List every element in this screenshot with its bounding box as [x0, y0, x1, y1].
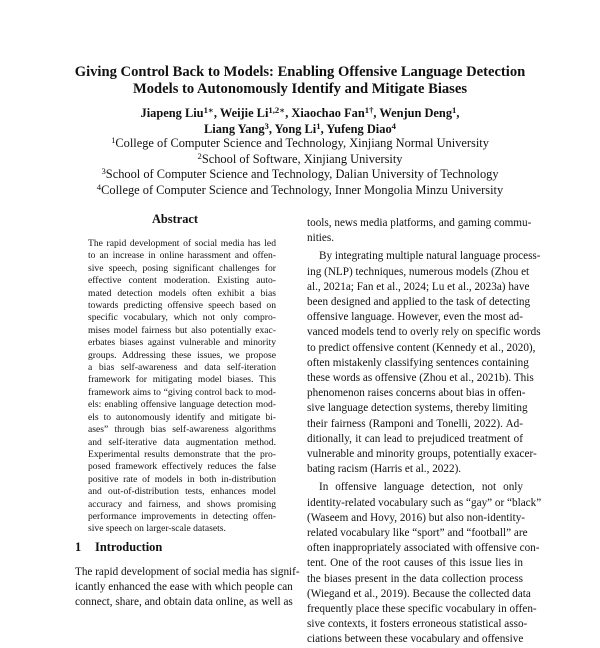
- paragraph: [307, 249, 541, 477]
- text-line: sive contexts, it fosters erroneous statistical asso-: [307, 618, 528, 631]
- abstract-line: sive speech, posing significant challenges for: [88, 262, 276, 274]
- abstract-line: ases” through bias self-awareness algorithms: [88, 424, 276, 436]
- abstract-line: erbates biases against vulnerable and minority: [88, 337, 276, 349]
- affiliation-text: College of Computer Science and Technology, Xinjiang Normal University: [115, 136, 489, 150]
- abstract-body: [88, 238, 276, 536]
- text-line: tent. One of the root causes of this issue lies in: [307, 557, 523, 570]
- abstract-line: to an increase in online harassment and offen-: [88, 250, 276, 262]
- abstract-line: els to autonomously identify and mitigate bi-: [88, 411, 276, 423]
- text-line: tools, news media platforms, and gaming commu-: [307, 217, 532, 229]
- text-line: often mistakenly classifying sentences containing: [307, 356, 529, 369]
- abstract-line: framework for mitigating model biases. This: [88, 374, 276, 386]
- text-line: offensive language. However, even the most ad-: [307, 311, 523, 324]
- abstract-line: a bias self-awareness and data self-iteration: [88, 362, 276, 374]
- text-line: (Wiegand et al., 2019). Because the collected data: [307, 587, 531, 600]
- text-line: sive language detection systems, thereby limiting: [307, 402, 528, 415]
- affiliation-line: [40, 136, 560, 152]
- affiliation-sup: 4: [96, 181, 102, 192]
- text-line: bating racism (Harris et al., 2022).: [307, 463, 462, 476]
- paragraph: [307, 480, 542, 647]
- abstract-line: posed framework effectively reduces the false: [88, 461, 276, 473]
- author-line-2: Liang Yang$^3$, Yong Li$^1$, Yufeng Diao$^4$: [204, 121, 396, 136]
- text-line: identity-related vocabulary such as “gay” or “black”: [307, 496, 542, 509]
- paper-title: [40, 64, 560, 98]
- affiliation-line: [40, 183, 560, 199]
- text-line: the biases present in the data collection process: [307, 572, 523, 585]
- section-title: Introduction: [95, 540, 163, 554]
- author-line-1: Jiapeng Liu$^{1∗}$, Weijie $Li^{1,2∗}$, Xiaochao Fan$^{1\dagger}$, Wenjun Deng$^1$,: [140, 105, 460, 120]
- text-line: to predict offensive content (Kennedy et al., 2020),: [307, 341, 536, 354]
- text-line: their fairness (Ramponi and Tonelli, 2022). Ad-: [307, 417, 523, 430]
- author-name: Weijie Li: [219, 106, 269, 120]
- affiliation-line: [40, 152, 560, 168]
- text-line: icantly enhanced the ease with which people can: [75, 581, 293, 594]
- text-line: nities.: [307, 232, 335, 245]
- author-sup: 4: [391, 121, 396, 132]
- section-number: 1: [75, 540, 82, 554]
- abstract-line: els: enabling offensive language detection mod-: [88, 399, 276, 411]
- author-name: Liang Yang: [204, 122, 265, 136]
- abstract-line: sive speech on larger-scale datasets.: [88, 523, 226, 535]
- author-sup: 1: [316, 121, 321, 132]
- abstract-line: The rapid development of social media has led: [88, 238, 276, 249]
- text-line: related vocabulary like “sport” and “football” are: [307, 527, 528, 540]
- author-name: Yong Li: [274, 122, 317, 136]
- text-line: vulnerable and minority groups, potentially exacer-: [307, 448, 537, 461]
- right-column-body: [307, 216, 542, 648]
- text-line: phenomenon raises concerns about bias in offen-: [307, 387, 526, 400]
- affiliation-sup: 2: [197, 150, 202, 161]
- abstract-line: Experimental results demonstrate that the pro-: [88, 448, 276, 460]
- author-list: [40, 105, 560, 137]
- paper-title-line-1: Giving Control Back to Models: Enabling Offensive Language Detection: [74, 64, 526, 80]
- affiliation-sup: 3: [101, 166, 106, 177]
- text-line: By integrating multiple natural language process-: [319, 250, 541, 263]
- author-sup: 3: [264, 121, 269, 132]
- abstract-line: performance improvements in detecting offen-: [88, 510, 276, 522]
- text-line: (Waseem and Hovy, 2016) but also non-identity-: [307, 511, 526, 524]
- affiliation-sup: 1: [111, 135, 116, 146]
- text-line: ing (NLP) techniques, numerous models (Zhou et: [307, 265, 530, 278]
- abstract-line: specific vocabulary, which not only compro-: [88, 312, 276, 324]
- text-line: these words as offensive (Zhou et al., 2021b). This: [307, 372, 534, 385]
- abstract-line: accuracy and fairness, and shows promising: [88, 498, 276, 510]
- text-line: connect, share, and obtain data online, as well as: [75, 596, 293, 609]
- paper-title-line-2: Models to Autonomously Identify and Mitigate Biases: [132, 81, 468, 97]
- paragraph: [307, 216, 532, 246]
- affiliation-line: [40, 167, 560, 183]
- author-name: Yufeng Diao: [326, 122, 392, 136]
- text-line: ditionally, it can lead to prejudiced treatment of: [307, 432, 523, 445]
- text-line: been designed and applied to the task of detecting: [307, 296, 531, 309]
- author-sup: 1,2∗: [268, 105, 286, 116]
- abstract-line: towards predicting offensive speech based on: [88, 300, 276, 312]
- affiliation-text: College of Computer Science and Technology, Inner Mongolia Minzu University: [101, 182, 504, 197]
- text-line: frequently place these specific vocabulary in offen-: [307, 603, 537, 616]
- introduction-body: [75, 565, 300, 611]
- abstract-line: and out-of-distribution tests, enhances model: [88, 486, 276, 498]
- abstract-line: mated detection models often exhibit a bias: [88, 287, 276, 299]
- author-sup: 1∗: [203, 105, 214, 116]
- abstract-line: mises model fairness but also potentially exac-: [88, 324, 276, 336]
- text-line: The rapid development of social media has signif-: [75, 566, 300, 578]
- abstract-line: effective content moderation. Existing auto-: [88, 275, 276, 287]
- author-sup: 1: [452, 105, 457, 116]
- author-name: Wenjun Deng: [379, 106, 453, 120]
- text-line: ciations between these vocabulary and offensive: [307, 633, 524, 646]
- author-name: Xiaochao Fan: [291, 106, 365, 120]
- affiliation-text: School of Software, Xinjiang University: [201, 151, 403, 166]
- abstract-line: and self-iterative data augmentation method.: [88, 436, 276, 448]
- text-line: al., 2021a; Fan et al., 2024; Lu et al., 2023a) have: [307, 280, 530, 293]
- affiliation-text: School of Computer Science and Technology, Dalian University of Technology: [105, 167, 499, 181]
- abstract-line: framework aims to “giving control back to mod-: [88, 386, 276, 398]
- section-heading-introduction: [75, 540, 162, 555]
- text-line: often inappropriately associated with offensive con-: [307, 542, 540, 555]
- text-line: In offensive language detection, not only: [319, 481, 523, 494]
- affiliation-list: [40, 136, 560, 198]
- author-name: Jiapeng Liu: [140, 106, 204, 120]
- abstract-line: positive rate of models in both in-distribution: [88, 473, 276, 485]
- abstract-heading: Abstract: [151, 212, 199, 226]
- author-sup: 1†: [364, 105, 374, 116]
- text-line: vanced models tend to overly rely on specific words: [307, 326, 541, 339]
- abstract-line: groups. Addressing these issues, we propose: [88, 349, 276, 361]
